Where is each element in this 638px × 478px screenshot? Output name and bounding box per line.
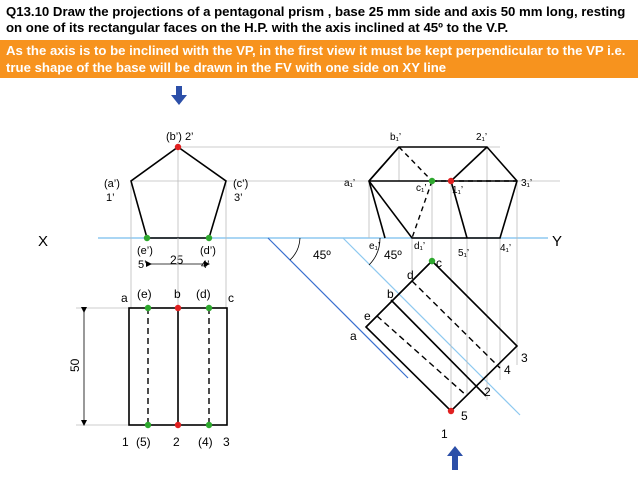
fv2-label-41: 4₁’	[500, 243, 512, 254]
tv2-point-c	[429, 258, 435, 264]
fv2-label-31: 3₁’	[521, 178, 533, 189]
angle2-label: 45º	[384, 248, 402, 262]
tv1-label-5: (5)	[136, 435, 151, 449]
fv2-label-21: 2₁’	[476, 132, 488, 143]
fv2-point-c1	[429, 178, 435, 184]
fv1-projectors	[131, 147, 560, 238]
fv2-drawing	[369, 147, 517, 238]
angle1-label: 45º	[313, 248, 331, 262]
tv2-label-3: 3	[521, 351, 528, 365]
fv1-label-e: (e’)	[137, 245, 153, 257]
note-banner-text: As the axis is to be inclined with the VP, in the first view it must be kept perpendicular to the VP i.e. true shape of the base will be drawn in the FV with one side on XY line	[6, 43, 626, 75]
tv1-point-e	[145, 305, 151, 311]
fv1-label-b: (b’) 2’	[166, 131, 194, 143]
dim-50-label: 50	[68, 358, 82, 372]
tv1-label-3: 3	[223, 435, 230, 449]
tv2-label-1: 1	[441, 427, 448, 441]
fv1-point-d	[206, 235, 212, 241]
fv1-label-c1: 3’	[234, 192, 243, 204]
fv2-projectors	[369, 147, 517, 410]
tv2-label-c: c	[436, 256, 442, 270]
fv2-label-c1: c₁’	[416, 183, 427, 194]
fv2-label-a1: a₁’	[344, 178, 356, 189]
fv1-label-e1: 5’	[138, 259, 147, 271]
tv1-label-2: 2	[173, 435, 180, 449]
fv2-label-11: 1₁’	[452, 185, 464, 196]
fv1-point-e	[144, 235, 150, 241]
tv2-label-5: 5	[461, 409, 468, 423]
tv1-label-b: b	[174, 287, 181, 301]
tv1-point-4	[206, 422, 212, 428]
angle1-arc	[290, 238, 300, 260]
tv1-point-2	[175, 422, 181, 428]
tv2-label-d: d	[407, 268, 414, 282]
tv2-label-b: b	[387, 287, 394, 301]
tv1-point-d	[206, 305, 212, 311]
fv2-label-b1: b₁’	[390, 132, 402, 143]
fv1-label-a1: 1’	[106, 192, 115, 204]
tv1-label-e: (e)	[137, 287, 152, 301]
tv1-label-a: a	[121, 291, 128, 305]
up-arrow-icon	[447, 446, 463, 470]
tv1-label-4: (4)	[198, 435, 213, 449]
tv1-point-b	[175, 305, 181, 311]
tv2-label-e: e	[364, 309, 371, 323]
tv1-label-d: (d)	[196, 287, 211, 301]
tv1-label-1: 1	[122, 435, 129, 449]
tv2-label-4: 4	[504, 363, 511, 377]
fv1-label-c: (c’)	[233, 178, 249, 190]
fv1-point-b	[175, 144, 181, 150]
label-x: X	[38, 233, 49, 250]
tv1-label-c: c	[228, 291, 234, 305]
question-title: Q13.10 Draw the projections of a pentagonal prism , base 25 mm side and axis 50 mm long, resting on one of its rectangular faces on the H.P. with the axis inclined at 45º to the V.P.	[6, 4, 626, 35]
fv1-label-d1: 4’	[201, 259, 210, 271]
tv2-label-a: a	[350, 329, 357, 343]
fv2-label-d1: d₁’	[414, 241, 426, 252]
tv2-point-1	[448, 408, 454, 414]
tv2-label-2: 2	[484, 385, 491, 399]
dim-25-label: 25	[170, 253, 184, 267]
fv2-label-51: 5₁’	[458, 248, 470, 259]
fv1-label-a: (a’)	[104, 178, 120, 190]
tv1-point-5	[145, 422, 151, 428]
fv1-pentagon	[131, 147, 226, 238]
label-y: Y	[552, 233, 563, 250]
fv1-label-d: (d’)	[200, 245, 216, 257]
down-arrow-icon	[171, 86, 187, 105]
fv2-label-e1: e₁’	[369, 241, 381, 252]
fv2-point-11	[448, 178, 454, 184]
